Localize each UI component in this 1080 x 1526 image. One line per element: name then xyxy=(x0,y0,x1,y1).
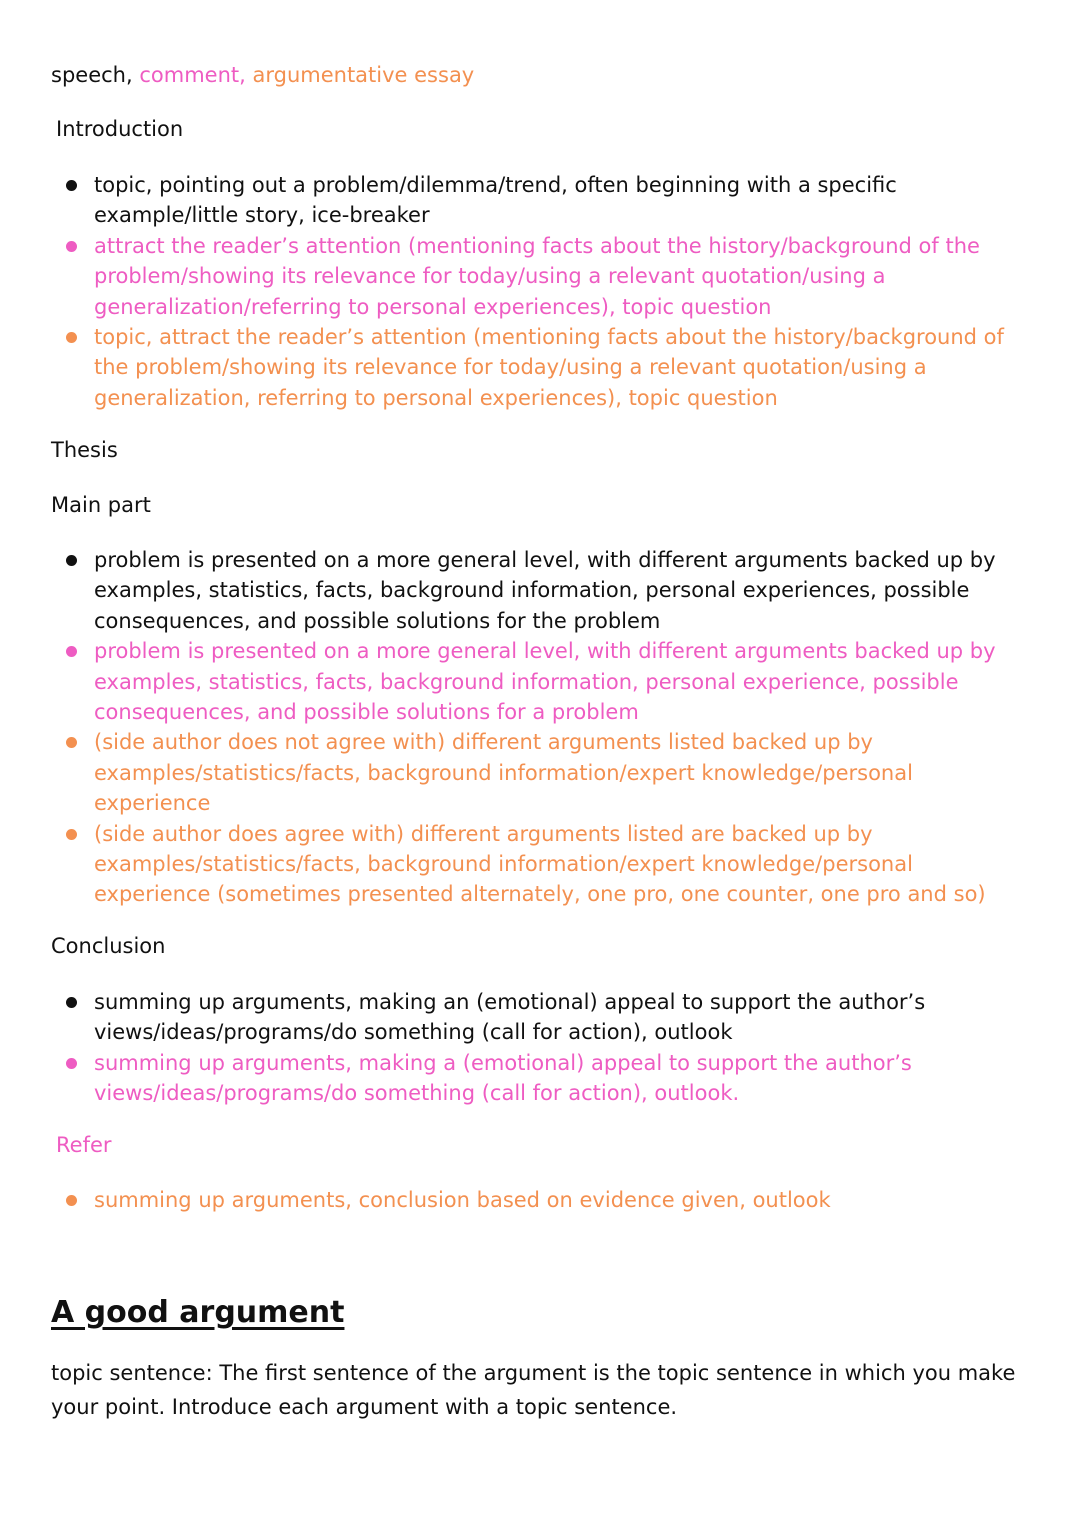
bullet-icon xyxy=(66,997,77,1008)
bullet-icon xyxy=(66,1058,77,1069)
list-item: attract the reader’s attention (mentioning facts about the history/background of the problem/showing its relevance for today/using a relevant quotation/using a generalization/referring to personal experiences), topic question xyxy=(0,231,1080,322)
list-item: topic, pointing out a problem/dilemma/trend, often beginning with a specific example/little story, ice-breaker xyxy=(0,170,1080,231)
bullet-icon xyxy=(66,241,77,252)
conclusion-list xyxy=(0,987,1080,1109)
list-item: (side author does agree with) different arguments listed are backed up by examples/statistics/facts, background information/expert knowledge/personal experience (sometimes presented alternately, one pro, one counter, one pro and so) xyxy=(0,819,1080,910)
speech-label: speech, xyxy=(51,63,133,87)
bullet-icon xyxy=(66,332,77,343)
refer-list xyxy=(0,1185,1080,1215)
list-item: summing up arguments, conclusion based on evidence given, outlook xyxy=(0,1185,1080,1215)
bullet-icon xyxy=(66,737,77,748)
bullet-icon xyxy=(66,180,77,191)
topic-sentence-paragraph: topic sentence: The first sentence of the argument is the topic sentence in which you make your point. Introduce each argument with a topic sentence. xyxy=(51,1361,1016,1419)
refer-heading: Refer xyxy=(56,1133,112,1157)
good-argument-heading: A good argument xyxy=(51,1295,345,1330)
conclusion-heading: Conclusion xyxy=(51,934,166,958)
thesis-heading: Thesis xyxy=(51,438,118,462)
main-part-list xyxy=(0,545,1080,910)
list-item: problem is presented on a more general level, with different arguments backed up by examples, statistics, facts, background information, personal experiences, possible consequences, and possible solutions for the problem xyxy=(0,545,1080,636)
bullet-icon xyxy=(66,555,77,566)
list-item: summing up arguments, making a (emotional) appeal to support the author’s views/ideas/programs/do something (call for action), outlook. xyxy=(0,1048,1080,1109)
bullet-icon xyxy=(66,646,77,657)
introduction-heading: Introduction xyxy=(56,117,184,141)
bullet-icon xyxy=(66,829,77,840)
list-item: (side author does not agree with) different arguments listed backed up by examples/statistics/facts, background information/expert knowledge/personal experience xyxy=(0,727,1080,818)
argumentative-essay-label: argumentative essay xyxy=(252,63,475,87)
list-item: problem is presented on a more general level, with different arguments backed up by examples, statistics, facts, background information, personal experience, possible consequences, and possible solutions for a problem xyxy=(0,636,1080,727)
list-item: topic, attract the reader’s attention (mentioning facts about the history/background of the problem/showing its relevance for today/using a relevant quotation/using a generalization, referring to personal experiences), topic question xyxy=(0,322,1080,413)
comment-label: comment, xyxy=(139,63,246,87)
main-part-heading: Main part xyxy=(51,493,151,517)
bullet-icon xyxy=(66,1195,77,1206)
list-item: summing up arguments, making an (emotional) appeal to support the author’s views/ideas/programs/do something (call for action), outlook xyxy=(0,987,1080,1048)
text-types-line xyxy=(51,60,474,90)
introduction-list xyxy=(0,170,1080,413)
